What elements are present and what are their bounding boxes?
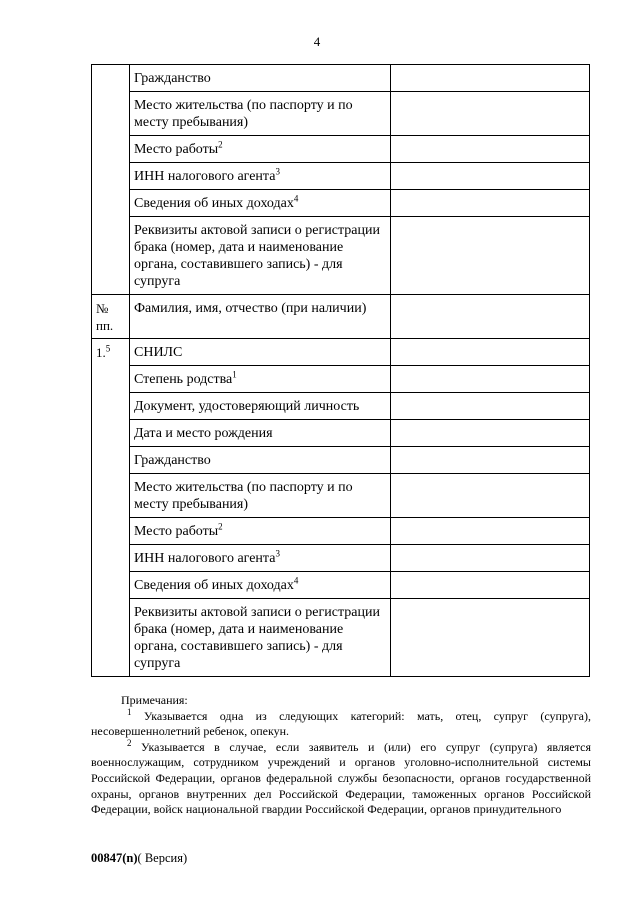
version-label: ( Версия) bbox=[137, 851, 188, 865]
document-code bbox=[91, 851, 187, 866]
field-label: Реквизиты актовой записи о регистрации брака (номер, дата и наименование органа, составившего запись) - для супруга bbox=[130, 217, 391, 295]
notes-title: Примечания: bbox=[121, 693, 188, 707]
table-row bbox=[92, 599, 590, 677]
table-row bbox=[92, 518, 590, 545]
field-label: ИНН налогового агента$^3$ bbox=[130, 163, 391, 190]
field-value-cell[interactable] bbox=[391, 65, 590, 92]
field-label: Место работы$^2$ bbox=[130, 518, 391, 545]
notes-section bbox=[91, 693, 591, 818]
field-value-cell[interactable] bbox=[391, 136, 590, 163]
field-label: Место работы$^2$ bbox=[130, 136, 391, 163]
field-value-cell[interactable] bbox=[391, 518, 590, 545]
form-table-body bbox=[92, 65, 590, 677]
table-row bbox=[92, 65, 590, 92]
field-label: Место жительства (по паспорту и по месту пребывания) bbox=[130, 92, 391, 136]
table-row bbox=[92, 366, 590, 393]
table-row bbox=[92, 92, 590, 136]
footnote-1: $^1$ Указывается одна из следующих категорий: мать, отец, супруг (супруга), несовершеннолетний ребенок, опекун. bbox=[91, 706, 592, 739]
field-label: Сведения об иных доходах$^4$ bbox=[130, 572, 391, 599]
row-number-cell bbox=[92, 65, 130, 295]
table-row bbox=[92, 420, 590, 447]
table-row bbox=[92, 393, 590, 420]
field-label: Документ, удостоверяющий личность bbox=[130, 393, 391, 420]
name-column-header: Фамилия, имя, отчество (при наличии) bbox=[130, 295, 391, 339]
field-value-cell[interactable] bbox=[391, 393, 590, 420]
form-table bbox=[91, 64, 590, 677]
footnote-2: $^2$ Указывается в случае, если заявитель и (или) его супруг (супруга) является военнослужащим, сотрудником учреждений и органов уголовно-исполнительной системы Российской Федерации, органов федеральной службы безопасности, органов государственной охраны, органов внутренних дел Российской Федерации, таможенных органов Российской Федерации, войск национальной гвардии Российской Федерации, органов принудительного bbox=[91, 737, 591, 817]
field-value-cell[interactable] bbox=[391, 295, 590, 339]
field-label: Реквизиты актовой записи о регистрации брака (номер, дата и наименование органа, составившего запись) - для супруга bbox=[130, 599, 391, 677]
field-value-cell[interactable] bbox=[391, 339, 590, 366]
page-number: 4 bbox=[313, 34, 321, 49]
row-number-cell: 1.$^5$ bbox=[92, 339, 130, 677]
field-value-cell[interactable] bbox=[391, 474, 590, 518]
table-header-row bbox=[92, 295, 590, 339]
table-row bbox=[92, 545, 590, 572]
field-value-cell[interactable] bbox=[391, 599, 590, 677]
field-value-cell[interactable] bbox=[391, 420, 590, 447]
form-code: 00847(n) bbox=[91, 851, 138, 865]
table-row bbox=[92, 572, 590, 599]
field-label: СНИЛС bbox=[130, 339, 391, 366]
table-row bbox=[92, 474, 590, 518]
table-row bbox=[92, 136, 590, 163]
field-label: ИНН налогового агента$^3$ bbox=[130, 545, 391, 572]
number-column-header: № пп. bbox=[92, 295, 130, 339]
field-value-cell[interactable] bbox=[391, 366, 590, 393]
field-label: Степень родства$^1$ bbox=[130, 366, 391, 393]
field-label: Место жительства (по паспорту и по месту пребывания) bbox=[130, 474, 391, 518]
table-row bbox=[92, 447, 590, 474]
field-value-cell[interactable] bbox=[391, 190, 590, 217]
field-value-cell[interactable] bbox=[391, 217, 590, 295]
table-row bbox=[92, 163, 590, 190]
field-value-cell[interactable] bbox=[391, 163, 590, 190]
field-value-cell[interactable] bbox=[391, 545, 590, 572]
field-label: Гражданство bbox=[130, 65, 391, 92]
field-value-cell[interactable] bbox=[391, 447, 590, 474]
field-label: Дата и место рождения bbox=[130, 420, 391, 447]
field-value-cell[interactable] bbox=[391, 572, 590, 599]
table-row bbox=[92, 190, 590, 217]
table-row bbox=[92, 339, 590, 366]
field-value-cell[interactable] bbox=[391, 92, 590, 136]
table-row bbox=[92, 217, 590, 295]
field-label: Сведения об иных доходах$^4$ bbox=[130, 190, 391, 217]
field-label: Гражданство bbox=[130, 447, 391, 474]
